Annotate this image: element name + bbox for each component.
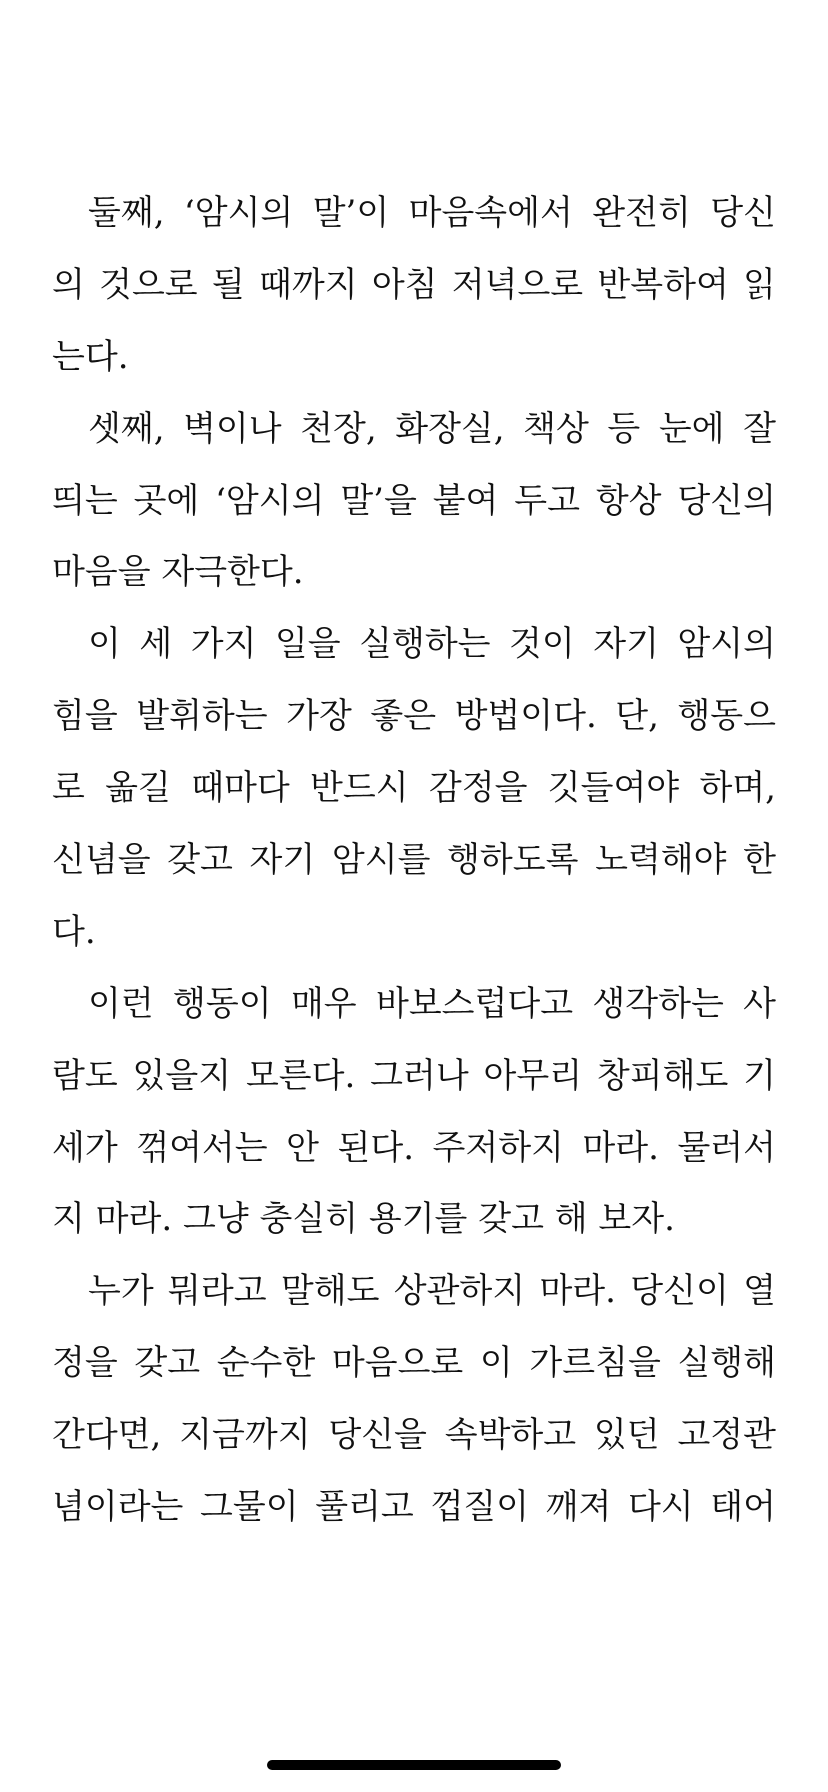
text-word: 보자. [598, 1199, 675, 1240]
text-word: 이 [479, 1343, 513, 1384]
text-word: 셋째, [88, 408, 165, 449]
text-word: 단, [615, 696, 659, 737]
text-word: 등 [607, 408, 641, 449]
text-line [52, 609, 776, 681]
text-word: 있을지 [132, 1055, 232, 1096]
text-word: 암시를 [331, 840, 431, 881]
text-word: 사 [743, 983, 776, 1024]
text-line [52, 1472, 776, 1544]
text-word: 마음으로 [331, 1343, 464, 1384]
text-word: 누가 [88, 1271, 154, 1312]
text-word: 의 [52, 264, 85, 305]
text-word: 세가 [52, 1127, 118, 1168]
text-word: 읽 [743, 264, 776, 305]
text-line [52, 969, 776, 1041]
text-line [52, 250, 776, 322]
text-word: 정을 [52, 1343, 118, 1384]
text-word: 바보스럽다고 [375, 983, 574, 1024]
text-word: 눈에 [658, 408, 725, 449]
text-word: 행동으 [677, 696, 776, 737]
text-word: 고정관 [677, 1415, 776, 1456]
text-word: 람도 [52, 1055, 118, 1096]
text-word: 로 [52, 768, 85, 809]
text-word: ‘암시의 [183, 193, 294, 233]
text-word: 책상 [523, 408, 589, 449]
text-word: 때까지 [259, 264, 358, 305]
text-word: 이런 [88, 983, 154, 1024]
text-word: 가지 [190, 624, 257, 665]
text-word: 마라. [539, 1271, 616, 1312]
text-word: 기 [743, 1055, 776, 1096]
text-line [52, 1184, 776, 1256]
text-word: 그냥 [182, 1199, 249, 1240]
text-word: 풀리고 [315, 1487, 414, 1528]
text-word: 자극한다. [161, 552, 304, 593]
text-word: 감정을 [428, 768, 528, 809]
text-word: 천장, [300, 408, 377, 449]
text-word: 신념을 [52, 840, 151, 881]
text-line [52, 753, 776, 825]
text-line [52, 537, 776, 609]
text-word: 용기를 [368, 1199, 468, 1240]
text-word: 갖고 [167, 840, 233, 881]
text-word: 가르침을 [529, 1343, 661, 1384]
text-word: 당신 [710, 193, 776, 233]
text-word: 마음속에서 [408, 193, 573, 233]
text-word: 그러나 [370, 1055, 469, 1096]
text-word: 세 [139, 624, 173, 665]
text-word: 방법이다. [454, 696, 597, 737]
text-word: 다. [52, 911, 96, 952]
text-word: 말’이 [312, 193, 390, 233]
text-word: 일을 [274, 624, 341, 665]
text-word: 다시 [627, 1487, 694, 1528]
text-word: 붙여 [432, 480, 499, 521]
text-word: 노력해야 [595, 840, 727, 881]
text-line [52, 178, 776, 250]
text-word: 꺾여서는 [136, 1127, 268, 1168]
text-word: 항상 [595, 480, 662, 521]
text-word: 벽이나 [183, 408, 282, 449]
text-line [52, 466, 776, 538]
text-line [52, 1256, 776, 1328]
text-word: 있던 [593, 1415, 660, 1456]
home-indicator[interactable] [267, 1760, 561, 1770]
text-word: 것이 [509, 624, 575, 665]
text-word: 된다. [337, 1127, 414, 1168]
text-word: 주저하지 [432, 1127, 564, 1168]
text-word: 말해도 [280, 1271, 380, 1312]
text-word: 깃들여야 [547, 768, 680, 809]
text-word: 매우 [290, 983, 357, 1024]
text-word: 충실히 [259, 1199, 359, 1240]
text-word: 반드시 [310, 768, 409, 809]
text-word: 실행하는 [359, 624, 491, 665]
text-word: 생각하는 [592, 983, 724, 1024]
text-word: 반복하여 [597, 264, 729, 305]
text-line [52, 1328, 776, 1400]
text-word: 당신이 [630, 1271, 729, 1312]
text-word: 는다. [52, 336, 129, 377]
text-word: 것으로 [99, 264, 198, 305]
text-line [52, 1113, 776, 1185]
text-word: 당신을 [328, 1415, 427, 1456]
text-word: 두고 [514, 480, 580, 521]
text-word: ‘암시의 [215, 480, 325, 521]
text-word: 순수한 [216, 1343, 316, 1384]
text-line [52, 681, 776, 753]
text-word: 자기 [593, 624, 659, 665]
text-word: 저녁으로 [451, 264, 584, 305]
text-word: 발휘하는 [136, 696, 268, 737]
text-word: 암시의 [677, 624, 776, 665]
text-word: 하며, [699, 768, 776, 809]
text-word: 그물이 [200, 1487, 299, 1528]
text-word: 물러서 [677, 1127, 776, 1168]
text-line [52, 394, 776, 466]
text-word: 모른다. [245, 1055, 356, 1096]
text-word: 띄는 [52, 480, 118, 521]
text-word: 해 [554, 1199, 588, 1240]
text-word: 마라. [95, 1199, 173, 1240]
text-word: 마음을 [52, 552, 151, 593]
text-word: 념이라는 [52, 1487, 184, 1528]
text-word: 아침 [371, 264, 438, 305]
text-word: 옮길 [105, 768, 171, 809]
text-word: 화장실, [395, 408, 505, 449]
text-word: 간다면, [52, 1415, 162, 1456]
text-word: 될 [211, 264, 245, 305]
text-word: 뭐라고 [168, 1271, 267, 1312]
text-word: 속박하고 [444, 1415, 577, 1456]
text-word: 말’을 [340, 480, 417, 521]
text-word: 아무리 [483, 1055, 583, 1096]
text-word: 잘 [743, 408, 776, 449]
text-word: 둘째, [88, 193, 165, 233]
text-line [52, 825, 776, 897]
text-line [52, 1400, 776, 1472]
text-word: 한 [743, 840, 776, 881]
text-word: 행하도록 [447, 840, 579, 881]
text-word: 곳에 [133, 480, 200, 521]
text-word: 실행해 [677, 1343, 776, 1384]
text-word: 자기 [249, 840, 316, 881]
text-word: 지금까지 [179, 1415, 311, 1456]
text-word: 때마다 [191, 768, 290, 809]
text-word: 좋은 [370, 696, 437, 737]
text-word: 태어 [710, 1487, 776, 1528]
text-word: 당신의 [677, 480, 776, 521]
text-word: 껍질이 [430, 1487, 529, 1528]
text-word: 행동이 [173, 983, 272, 1024]
text-word: 안 [286, 1127, 319, 1168]
text-word: 열 [743, 1271, 776, 1312]
text-line [52, 1041, 776, 1113]
text-word: 마라. [582, 1127, 659, 1168]
text-line [52, 322, 776, 394]
text-word: 가장 [286, 696, 352, 737]
text-line [52, 897, 776, 969]
text-word: 상관하지 [393, 1271, 526, 1312]
text-word: 깨져 [545, 1487, 612, 1528]
text-word: 이 [88, 624, 121, 665]
reading-page [52, 178, 776, 1544]
text-word: 창피해도 [596, 1055, 729, 1096]
text-word: 완전히 [592, 193, 691, 233]
text-word: 갖고 [478, 1199, 544, 1240]
text-word: 갖고 [134, 1343, 201, 1384]
text-word: 지 [52, 1199, 85, 1240]
text-word: 힘을 [52, 696, 118, 737]
